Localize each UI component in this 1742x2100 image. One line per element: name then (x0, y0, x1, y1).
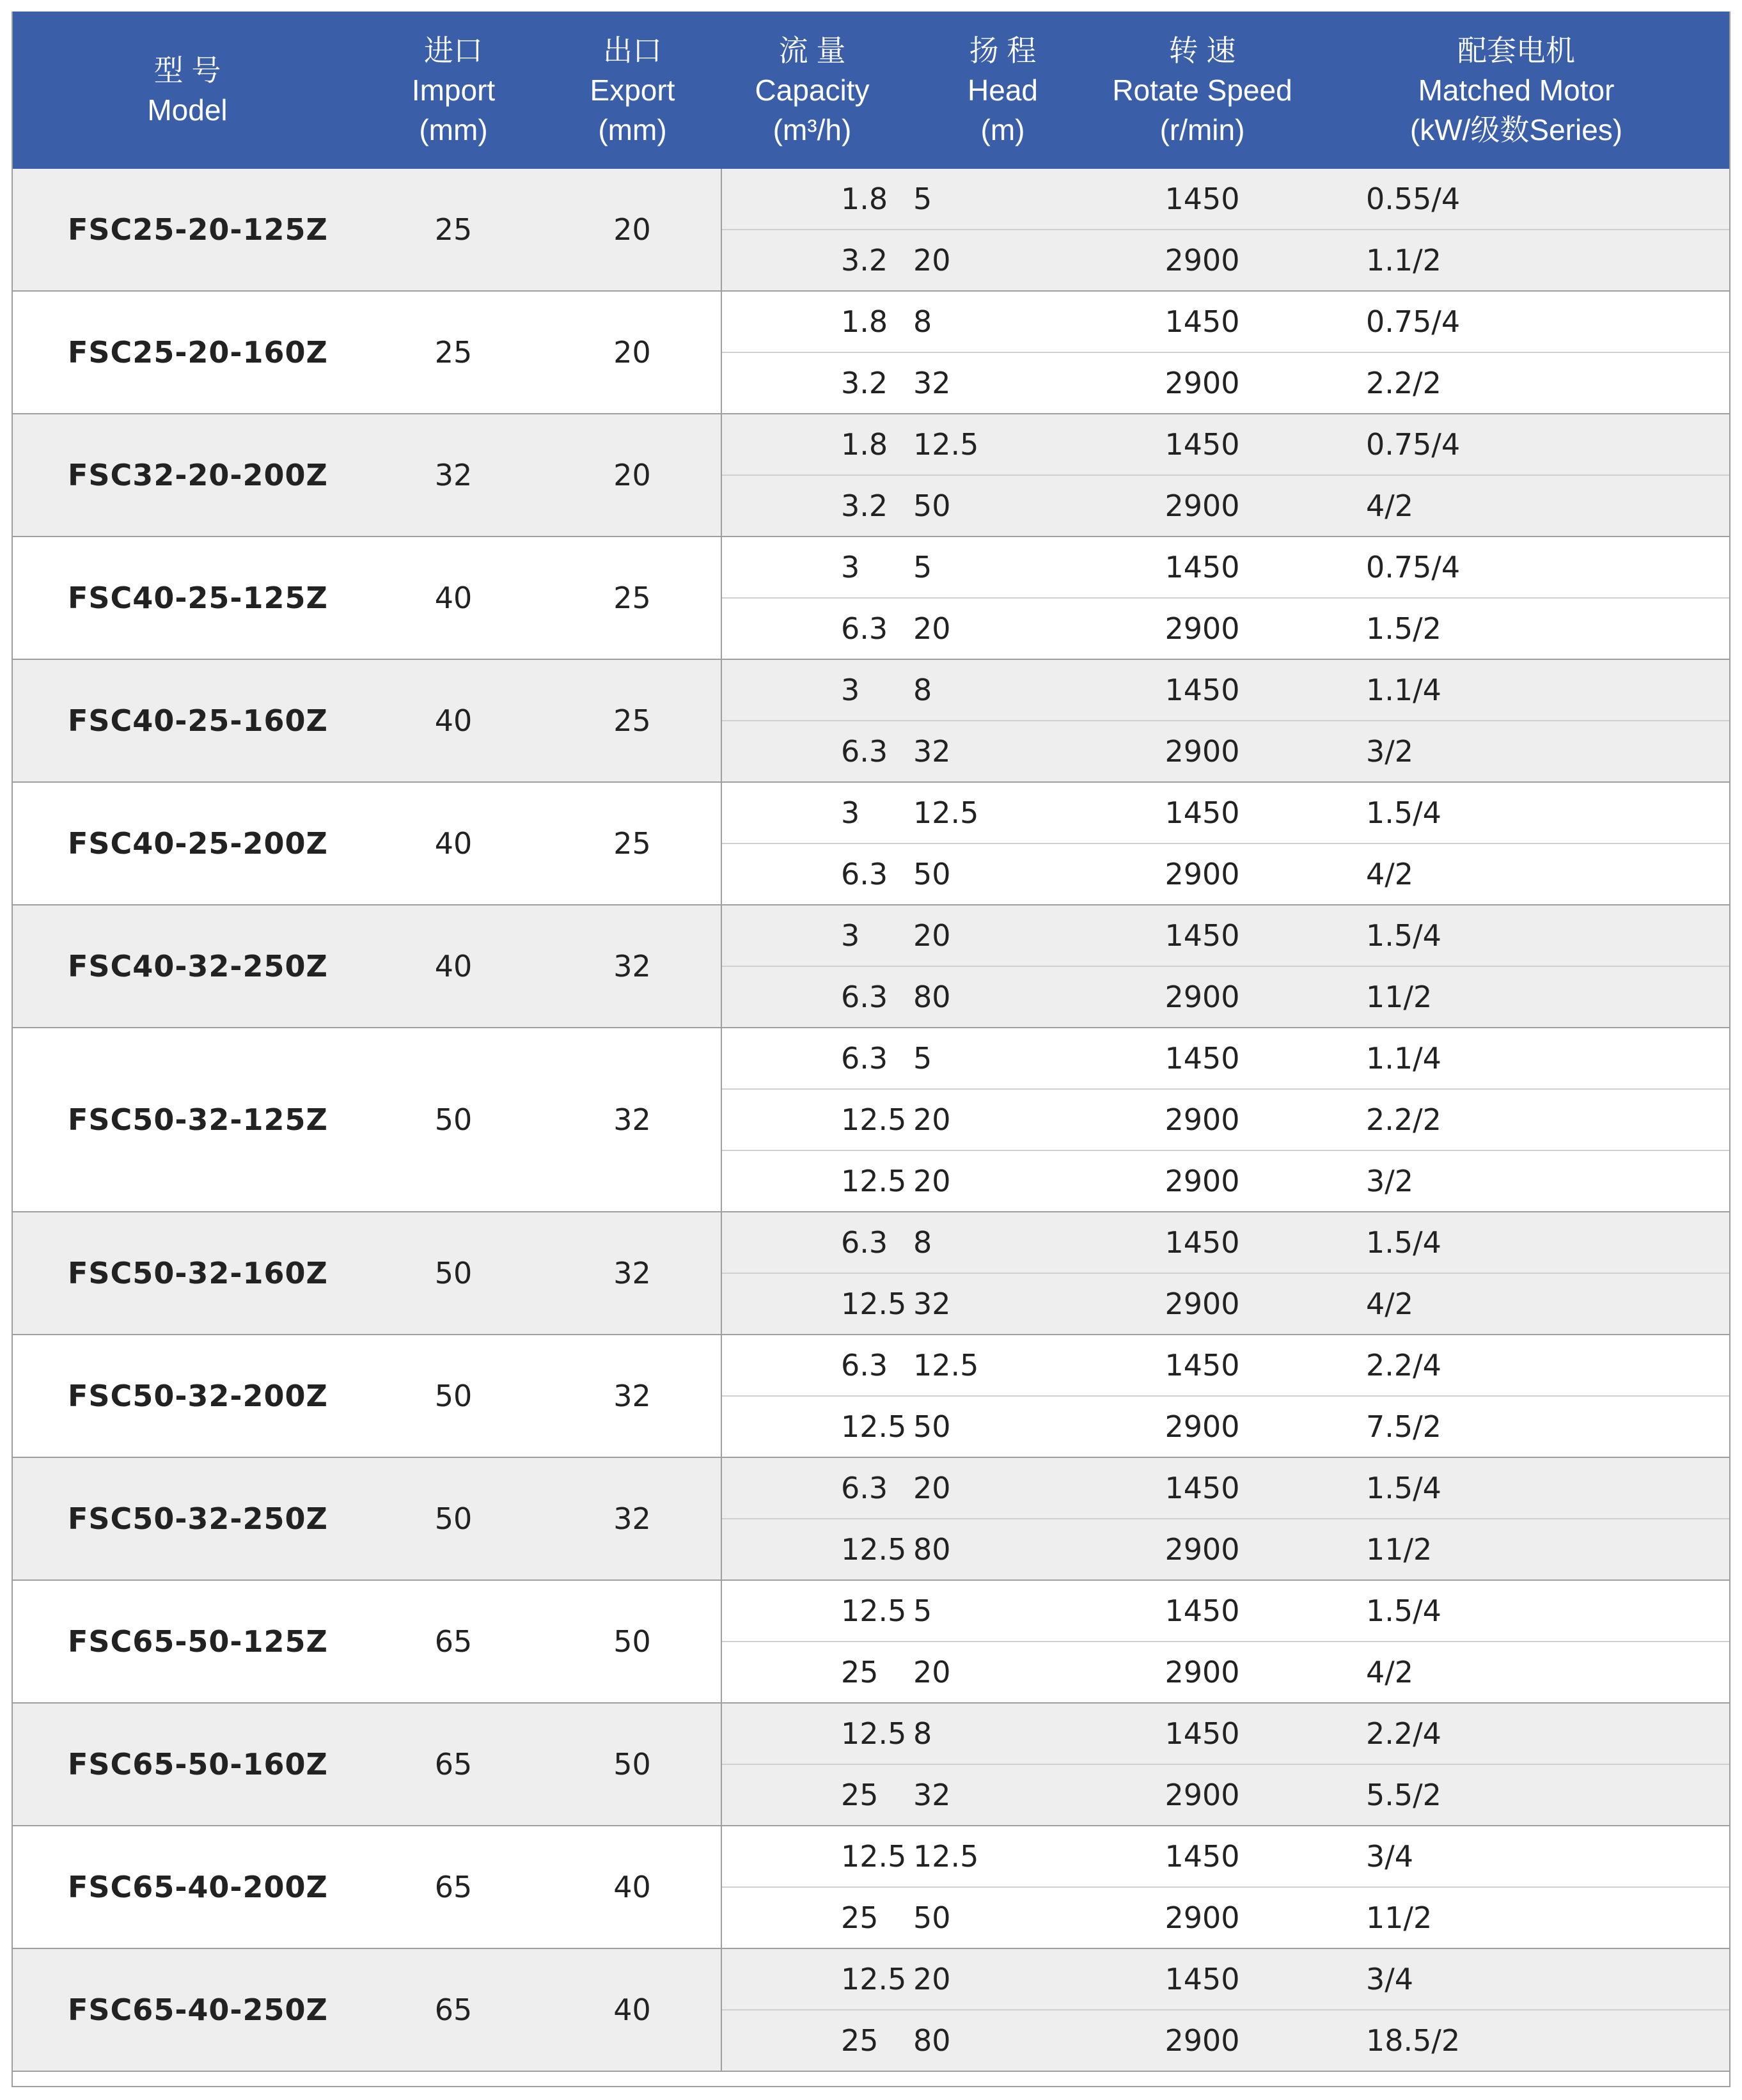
table-body (12, 169, 1730, 2071)
cell-matched-motor: 1.1/4 (1302, 659, 1730, 721)
cell-head: 20 (903, 1457, 1102, 1519)
cell-capacity: 3.2 (721, 352, 903, 414)
cell-rotate-speed: 2900 (1102, 1764, 1302, 1826)
cell-head: 8 (903, 1703, 1102, 1764)
cell-matched-motor: 4/2 (1302, 1273, 1730, 1335)
cell-capacity: 25 (721, 1764, 903, 1826)
cell-head: 8 (903, 291, 1102, 352)
cell-head: 8 (903, 1212, 1102, 1273)
cell-export: 40 (544, 1826, 721, 1948)
cell-model: FSC25-20-160Z (12, 291, 363, 414)
cell-matched-motor: 1.1/4 (1302, 1028, 1730, 1089)
cell-matched-motor: 1.5/4 (1302, 905, 1730, 966)
cell-rotate-speed: 2900 (1102, 1642, 1302, 1703)
cell-rotate-speed: 1450 (1102, 1457, 1302, 1519)
cell-matched-motor: 3/4 (1302, 1948, 1730, 2010)
cell-import: 65 (363, 1948, 544, 2071)
cell-model: FSC50-32-250Z (12, 1457, 363, 1580)
cell-model: FSC25-20-125Z (12, 169, 363, 291)
cell-matched-motor: 1.5/4 (1302, 782, 1730, 843)
cell-import: 50 (363, 1335, 544, 1457)
table-row (12, 782, 1730, 843)
table-row (12, 1028, 1730, 1089)
cell-rotate-speed: 2900 (1102, 966, 1302, 1028)
cell-capacity: 3 (721, 659, 903, 721)
table-row (12, 169, 1730, 230)
cell-rotate-speed: 1450 (1102, 1703, 1302, 1764)
cell-model: FSC65-50-160Z (12, 1703, 363, 1826)
cell-capacity: 1.8 (721, 169, 903, 230)
cell-rotate-speed: 2900 (1102, 1273, 1302, 1335)
cell-rotate-speed: 1450 (1102, 905, 1302, 966)
cell-head: 32 (903, 1273, 1102, 1335)
header-import: 进口 Import (mm) (363, 12, 544, 169)
cell-head: 12.5 (903, 1826, 1102, 1887)
table-row (12, 1335, 1730, 1396)
cell-head: 50 (903, 1396, 1102, 1457)
cell-head: 20 (903, 905, 1102, 966)
cell-export: 32 (544, 1457, 721, 1580)
cell-import: 25 (363, 169, 544, 291)
cell-model: FSC50-32-125Z (12, 1028, 363, 1212)
cell-matched-motor: 3/2 (1302, 1150, 1730, 1212)
cell-head: 5 (903, 1580, 1102, 1642)
cell-model: FSC32-20-200Z (12, 414, 363, 537)
cell-matched-motor: 1.5/4 (1302, 1212, 1730, 1273)
cell-capacity: 6.3 (721, 843, 903, 905)
cell-head: 5 (903, 1028, 1102, 1089)
cell-model: FSC65-40-250Z (12, 1948, 363, 2071)
cell-matched-motor: 2.2/4 (1302, 1335, 1730, 1396)
cell-capacity: 6.3 (721, 1212, 903, 1273)
cell-model: FSC40-32-250Z (12, 905, 363, 1028)
table-row (12, 537, 1730, 598)
cell-head: 20 (903, 230, 1102, 291)
cell-matched-motor: 3/2 (1302, 721, 1730, 782)
table-row (12, 905, 1730, 966)
cell-rotate-speed: 1450 (1102, 1028, 1302, 1089)
table-row (12, 1457, 1730, 1519)
cell-export: 25 (544, 659, 721, 782)
cell-matched-motor: 4/2 (1302, 1642, 1730, 1703)
cell-capacity: 25 (721, 1642, 903, 1703)
cell-capacity: 3 (721, 537, 903, 598)
cell-rotate-speed: 1450 (1102, 782, 1302, 843)
cell-rotate-speed: 2900 (1102, 1519, 1302, 1580)
cell-head: 50 (903, 1887, 1102, 1948)
cell-import: 40 (363, 782, 544, 905)
cell-export: 50 (544, 1580, 721, 1703)
cell-rotate-speed: 1450 (1102, 1580, 1302, 1642)
cell-head: 5 (903, 537, 1102, 598)
cell-matched-motor: 2.2/2 (1302, 1089, 1730, 1150)
cell-export: 32 (544, 1212, 721, 1335)
cell-import: 50 (363, 1457, 544, 1580)
cell-matched-motor: 11/2 (1302, 1519, 1730, 1580)
cell-capacity: 12.5 (721, 1580, 903, 1642)
cell-head: 12.5 (903, 1335, 1102, 1396)
table-row (12, 1212, 1730, 1273)
cell-model: FSC50-32-200Z (12, 1335, 363, 1457)
header-head: 扬 程 Head (m) (903, 12, 1102, 169)
cell-matched-motor: 18.5/2 (1302, 2010, 1730, 2071)
cell-export: 32 (544, 905, 721, 1028)
cell-matched-motor: 7.5/2 (1302, 1396, 1730, 1457)
cell-rotate-speed: 2900 (1102, 1887, 1302, 1948)
cell-capacity: 3 (721, 782, 903, 843)
cell-rotate-speed: 2900 (1102, 352, 1302, 414)
cell-import: 65 (363, 1580, 544, 1703)
cell-import: 32 (363, 414, 544, 537)
cell-rotate-speed: 2900 (1102, 598, 1302, 659)
cell-export: 25 (544, 537, 721, 659)
cell-matched-motor: 0.75/4 (1302, 537, 1730, 598)
cell-import: 25 (363, 291, 544, 414)
cell-rotate-speed: 1450 (1102, 1212, 1302, 1273)
cell-head: 20 (903, 1089, 1102, 1150)
cell-import: 50 (363, 1028, 544, 1212)
cell-matched-motor: 11/2 (1302, 966, 1730, 1028)
cell-matched-motor: 3/4 (1302, 1826, 1730, 1887)
cell-head: 20 (903, 1948, 1102, 2010)
cell-capacity: 25 (721, 2010, 903, 2071)
cell-matched-motor: 4/2 (1302, 843, 1730, 905)
cell-matched-motor: 0.55/4 (1302, 169, 1730, 230)
cell-rotate-speed: 2900 (1102, 2010, 1302, 2071)
table-row (12, 414, 1730, 475)
cell-capacity: 12.5 (721, 1273, 903, 1335)
cell-capacity: 12.5 (721, 1826, 903, 1887)
cell-rotate-speed: 1450 (1102, 169, 1302, 230)
cell-capacity: 6.3 (721, 966, 903, 1028)
cell-matched-motor: 11/2 (1302, 1887, 1730, 1948)
cell-export: 32 (544, 1028, 721, 1212)
cell-matched-motor: 2.2/4 (1302, 1703, 1730, 1764)
cell-import: 40 (363, 659, 544, 782)
header-rotate-speed: 转 速 Rotate Speed (r/min) (1102, 12, 1302, 169)
table-row (12, 659, 1730, 721)
cell-export: 50 (544, 1703, 721, 1826)
cell-model: FSC40-25-200Z (12, 782, 363, 905)
cell-head: 8 (903, 659, 1102, 721)
cell-model: FSC65-40-200Z (12, 1826, 363, 1948)
cell-head: 80 (903, 966, 1102, 1028)
cell-capacity: 6.3 (721, 1457, 903, 1519)
cell-rotate-speed: 2900 (1102, 1089, 1302, 1150)
cell-model: FSC40-25-125Z (12, 537, 363, 659)
cell-capacity: 1.8 (721, 414, 903, 475)
cell-rotate-speed: 1450 (1102, 1335, 1302, 1396)
cell-capacity: 12.5 (721, 1396, 903, 1457)
cell-capacity: 25 (721, 1887, 903, 1948)
header-row (12, 12, 1730, 169)
cell-capacity: 6.3 (721, 1028, 903, 1089)
cell-rotate-speed: 1450 (1102, 1948, 1302, 2010)
cell-head: 80 (903, 1519, 1102, 1580)
cell-matched-motor: 1.5/4 (1302, 1580, 1730, 1642)
cell-head: 20 (903, 1642, 1102, 1703)
cell-matched-motor: 4/2 (1302, 475, 1730, 537)
cell-capacity: 12.5 (721, 1089, 903, 1150)
cell-rotate-speed: 1450 (1102, 414, 1302, 475)
cell-matched-motor: 0.75/4 (1302, 291, 1730, 352)
pump-spec-table (12, 12, 1730, 2072)
cell-rotate-speed: 2900 (1102, 1150, 1302, 1212)
cell-head: 20 (903, 598, 1102, 659)
cell-rotate-speed: 2900 (1102, 843, 1302, 905)
cell-matched-motor: 0.75/4 (1302, 414, 1730, 475)
header-matched-motor: 配套电机 Matched Motor (kW/级数Series) (1302, 12, 1730, 169)
cell-import: 65 (363, 1826, 544, 1948)
cell-capacity: 3 (721, 905, 903, 966)
cell-head: 12.5 (903, 414, 1102, 475)
cell-rotate-speed: 1450 (1102, 659, 1302, 721)
cell-import: 65 (363, 1703, 544, 1826)
cell-rotate-speed: 2900 (1102, 475, 1302, 537)
cell-rotate-speed: 2900 (1102, 1396, 1302, 1457)
header-capacity: 流 量 Capacity (m³/h) (721, 12, 903, 169)
cell-export: 20 (544, 291, 721, 414)
cell-head: 12.5 (903, 782, 1102, 843)
cell-matched-motor: 5.5/2 (1302, 1764, 1730, 1826)
cell-capacity: 12.5 (721, 1703, 903, 1764)
cell-head: 80 (903, 2010, 1102, 2071)
cell-import: 50 (363, 1212, 544, 1335)
cell-head: 32 (903, 352, 1102, 414)
cell-head: 5 (903, 169, 1102, 230)
cell-export: 20 (544, 169, 721, 291)
cell-rotate-speed: 1450 (1102, 1826, 1302, 1887)
header-model: 型 号 Model (12, 12, 363, 169)
cell-capacity: 6.3 (721, 721, 903, 782)
header-export: 出口 Export (mm) (544, 12, 721, 169)
cell-head: 32 (903, 721, 1102, 782)
cell-capacity: 12.5 (721, 1948, 903, 2010)
cell-matched-motor: 1.5/4 (1302, 1457, 1730, 1519)
cell-export: 32 (544, 1335, 721, 1457)
table-row (12, 1948, 1730, 2010)
cell-rotate-speed: 2900 (1102, 230, 1302, 291)
table-row (12, 291, 1730, 352)
cell-head: 50 (903, 843, 1102, 905)
table-row (12, 1826, 1730, 1887)
cell-matched-motor: 1.5/2 (1302, 598, 1730, 659)
cell-rotate-speed: 1450 (1102, 537, 1302, 598)
cell-model: FSC40-25-160Z (12, 659, 363, 782)
cell-export: 25 (544, 782, 721, 905)
cell-head: 20 (903, 1150, 1102, 1212)
table-row (12, 1703, 1730, 1764)
cell-import: 40 (363, 537, 544, 659)
cell-capacity: 3.2 (721, 475, 903, 537)
cell-capacity: 6.3 (721, 1335, 903, 1396)
cell-capacity: 1.8 (721, 291, 903, 352)
cell-head: 50 (903, 475, 1102, 537)
cell-export: 40 (544, 1948, 721, 2071)
cell-export: 20 (544, 414, 721, 537)
cell-head: 32 (903, 1764, 1102, 1826)
cell-capacity: 3.2 (721, 230, 903, 291)
cell-model: FSC65-50-125Z (12, 1580, 363, 1703)
cell-rotate-speed: 1450 (1102, 291, 1302, 352)
cell-capacity: 12.5 (721, 1519, 903, 1580)
table-row (12, 1580, 1730, 1642)
cell-matched-motor: 2.2/2 (1302, 352, 1730, 414)
cell-matched-motor: 1.1/2 (1302, 230, 1730, 291)
cell-rotate-speed: 2900 (1102, 721, 1302, 782)
cell-capacity: 6.3 (721, 598, 903, 659)
cell-capacity: 12.5 (721, 1150, 903, 1212)
cell-model: FSC50-32-160Z (12, 1212, 363, 1335)
cell-import: 40 (363, 905, 544, 1028)
